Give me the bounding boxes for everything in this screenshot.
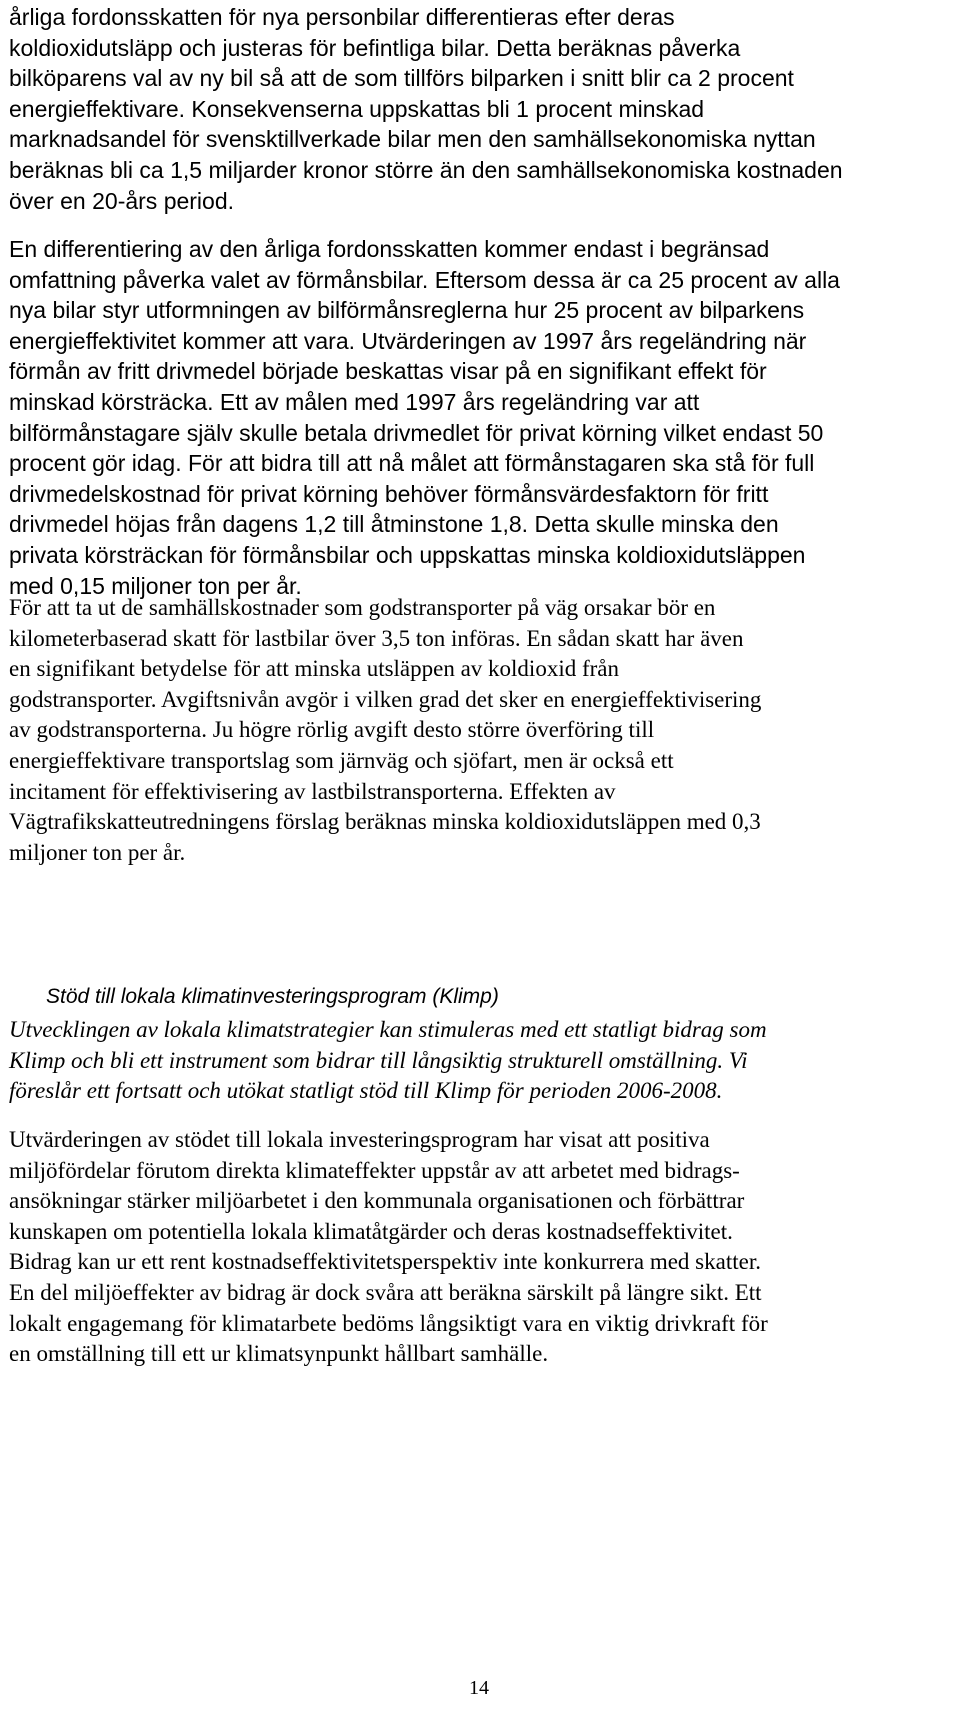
text-line: föreslår ett fortsatt och utökat statligt stöd till Klimp för perioden 2006-2008. [9, 1078, 723, 1104]
text-line: För att ta ut de samhällskostnader som godstransporter på väg orsakar bör en [9, 595, 716, 620]
text-line: bilköparens val av ny bil så att de som tillförs bilparken i snitt blir ca 2 procent [9, 65, 794, 92]
text-line: nya bilar styr utformningen av bilförmånsreglerna hur 25 procent av bilparkens [9, 297, 805, 324]
text-line: beräknas bli ca 1,5 miljarder kronor större än den samhällsekonomiska kostnaden [9, 156, 843, 183]
section-heading: Stöd till lokala klimatinvesteringsprogram (Klimp) [46, 985, 499, 1008]
text-line: ansökningar stärker miljöarbetet i den kommunala organisationen och förbättrar [9, 1188, 745, 1214]
text-line: energieffektivare. Konsekvenserna uppskattas bli 1 procent minskad [9, 95, 705, 122]
text-line: lokalt engagemang för klimatarbete bedöms långsiktigt vara en viktig drivkraft för [9, 1310, 768, 1336]
page-number: 14 [469, 1677, 489, 1699]
text-line: energieffektivitet kommer att vara. Utvärderingen av 1997 års regeländring när [9, 327, 807, 354]
paragraph-vehicle-tax [9, 2, 951, 216]
text-line: Klimp och bli ett instrument som bidrar till långsiktig strukturell omställning. Vi [9, 1047, 748, 1073]
text-line: Utvecklingen av lokala klimatstrategier kan stimuleras med ett statligt bidrag som [9, 1017, 767, 1042]
text-line: förmån av fritt drivmedel började beskattas visar på en signifikant effekt för [9, 358, 767, 385]
text-line: omfattning påverka valet av förmånsbilar. Eftersom dessa är ca 25 procent av alla [9, 266, 840, 293]
text-line: med 0,15 miljoner ton per år. [9, 572, 302, 599]
text-line: Utvärderingen av stödet till lokala investeringsprogram har visat att positiva [9, 1127, 710, 1152]
text-line: minskad körsträcka. Ett av målen med 1997 års regeländring var att [9, 388, 700, 415]
text-line: kunskapen om potentiella lokala klimatåtgärder och deras kostnadseffektivitet. [9, 1218, 733, 1244]
text-line: Vägtrafikskatteutredningens förslag beräknas minska koldioxidutsläppen med 0,3 [9, 809, 761, 835]
text-line: bilförmånstagare själv skulle betala drivmedlet för privat körning vilket endast 50 [9, 419, 824, 446]
text-line: drivmedelskostnad för privat körning behöver förmånsvärdesfaktorn för fritt [9, 480, 769, 507]
paragraph-freight-transport [9, 593, 951, 868]
text-line: en omställning till ett ur klimatsynpunkt hållbart samhälle. [9, 1341, 549, 1367]
text-line: miljöfördelar förutom direkta klimateffekter uppstår av att arbetet med bidrags- [9, 1157, 740, 1183]
text-line: en signifikant betydelse för att minska utsläppen av koldioxid från [9, 656, 619, 682]
text-line: En del miljöeffekter av bidrag är dock svåra att beräkna särskilt på längre sikt. Ett [9, 1279, 762, 1305]
text-line: drivmedel höjas från dagens 1,2 till åtminstone 1,8. Detta skulle minska den [9, 511, 779, 538]
paragraph-company-cars [9, 234, 951, 601]
paragraph-klimp-summary [9, 1015, 951, 1107]
text-line: incitament för effektivisering av lastbilstransporterna. Effekten av [9, 778, 616, 804]
text-line: energieffektivare transportslag som järnväg och sjöfart, men är också ett [9, 747, 674, 773]
text-line: privata körsträckan för förmånsbilar och uppskattas minska koldioxidutsläppen [9, 541, 806, 568]
text-line: över en 20-års period. [9, 187, 235, 214]
text-line: koldioxidutsläpp och justeras för befintliga bilar. Detta beräknas påverka [9, 34, 741, 61]
text-line: Bidrag kan ur ett rent kostnadseffektivitetsperspektiv inte konkurrera med skatter. [9, 1249, 761, 1275]
text-line: procent gör idag. För att bidra till att nå målet att förmånstagaren ska stå för full [9, 450, 815, 477]
text-line: kilometerbaserad skatt för lastbilar över 3,5 ton införas. En sådan skatt har även [9, 625, 744, 651]
text-line: av godstransporterna. Ju högre rörlig avgift desto större överföring till [9, 717, 655, 743]
text-line: miljoner ton per år. [9, 839, 186, 865]
text-line: En differentiering av den årliga fordonsskatten kommer endast i begränsad [9, 236, 770, 262]
text-line: marknadsandel för svensktillverkade bilar men den samhällsekonomiska nyttan [9, 126, 816, 153]
paragraph-klimp-evaluation [9, 1125, 951, 1370]
text-line: godstransporter. Avgiftsnivån avgör i vilken grad det sker en energieffektivisering [9, 686, 762, 712]
text-line: årliga fordonsskatten för nya personbilar differentieras efter deras [9, 4, 675, 30]
